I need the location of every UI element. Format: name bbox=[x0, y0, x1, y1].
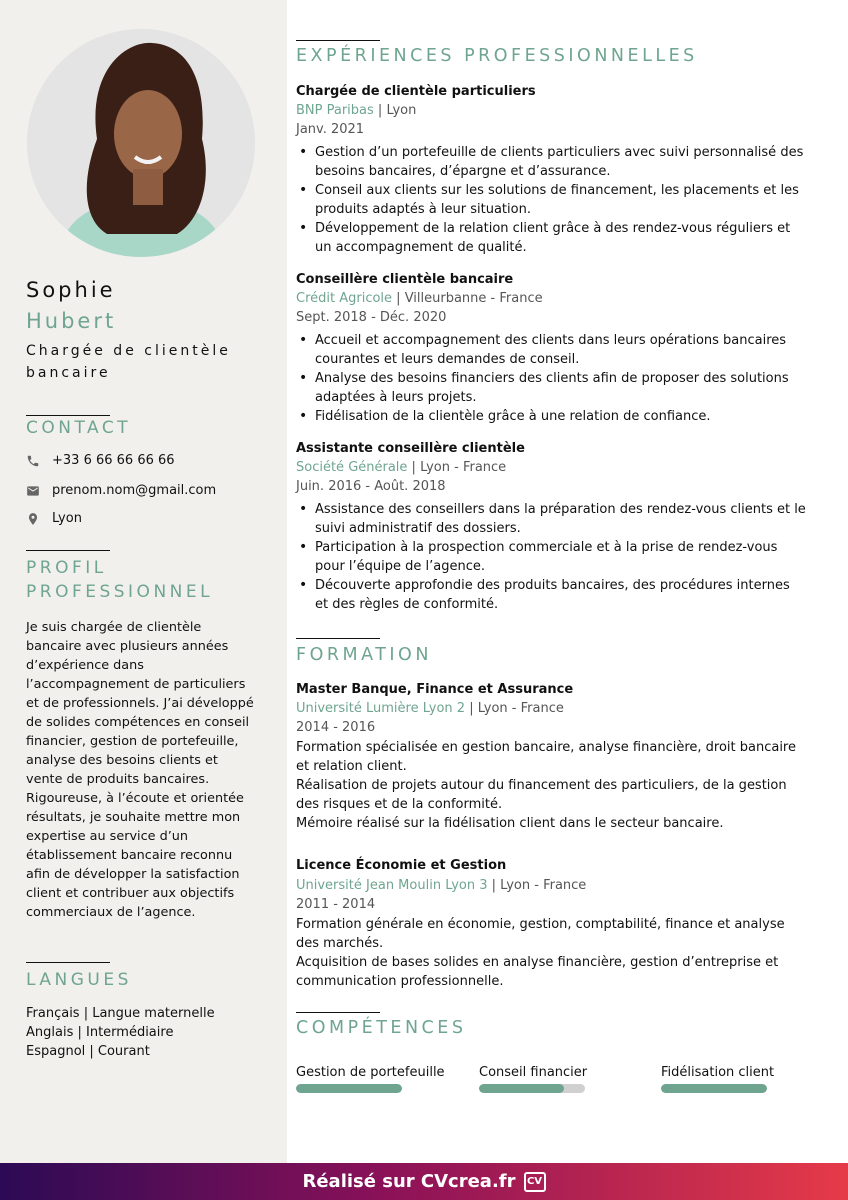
phone-icon bbox=[26, 454, 40, 468]
school-name: Université Lumière Lyon 2 bbox=[296, 701, 466, 716]
experience-org-line bbox=[296, 291, 543, 306]
skill-label: Fidélisation client bbox=[661, 1065, 775, 1080]
bullet-item: • Gestion d’un portefeuille de clients particuliers avec suivi personnalisé des besoins bancaires, d’épargne et d’assurance. bbox=[296, 143, 806, 181]
experience-title: Assistante conseillère clientèle bbox=[296, 441, 525, 456]
education-description bbox=[296, 915, 806, 991]
experience-title: Conseillère clientèle bancaire bbox=[296, 272, 514, 287]
skills-divider bbox=[296, 1012, 380, 1013]
skill-level-fill bbox=[661, 1084, 767, 1093]
education-line: Réalisation de projets autour du financement des particuliers, de la gestion des risques et de la conformité. bbox=[296, 778, 787, 812]
skill-level-fill bbox=[296, 1084, 402, 1093]
school-place: | Lyon - France bbox=[465, 701, 564, 716]
education-line: Formation spécialisée en gestion bancaire, analyse financière, droit bancaire et relation client. bbox=[296, 740, 796, 774]
footer-banner[interactable] bbox=[0, 1163, 848, 1200]
language-item: Français | Langue maternelle bbox=[26, 1006, 215, 1021]
experience-divider bbox=[296, 40, 380, 41]
education-description bbox=[296, 738, 806, 833]
bullet-item: • Conseil aux clients sur les solutions de financement, les placements et les produits adaptés à leur situation. bbox=[296, 181, 806, 219]
employer-name: Société Générale bbox=[296, 460, 408, 475]
education-dates: 2014 - 2016 bbox=[296, 720, 376, 735]
school-place: | Lyon - France bbox=[487, 878, 587, 893]
education-dates: 2011 - 2014 bbox=[296, 897, 376, 912]
skill-label: Conseil financier bbox=[479, 1065, 588, 1080]
location-icon bbox=[26, 512, 40, 526]
skill-level-bar bbox=[661, 1084, 767, 1093]
language-item: Anglais | Intermédiaire bbox=[26, 1025, 174, 1040]
language-item: Espagnol | Courant bbox=[26, 1044, 150, 1059]
education-org-line bbox=[296, 701, 564, 716]
footer-text[interactable]: Réalisé sur CVcrea.fr bbox=[302, 1171, 516, 1192]
experience-dates: Janv. 2021 bbox=[296, 122, 365, 137]
employer-name: BNP Paribas bbox=[296, 103, 374, 118]
email-text: prenom.nom@gmail.com bbox=[52, 483, 217, 498]
experience-bullets bbox=[296, 331, 806, 426]
sidebar bbox=[0, 0, 287, 1163]
experience-bullets bbox=[296, 143, 806, 257]
education-title: Licence Économie et Gestion bbox=[296, 858, 507, 873]
contact-location bbox=[26, 511, 82, 526]
skill-item bbox=[296, 1065, 445, 1093]
contact-phone[interactable] bbox=[26, 453, 175, 468]
education-title: Master Banque, Finance et Assurance bbox=[296, 682, 574, 697]
languages-divider bbox=[26, 962, 110, 963]
education-org-line bbox=[296, 878, 586, 893]
experience-org-line bbox=[296, 460, 506, 475]
email-icon bbox=[26, 484, 40, 498]
skill-level-bar bbox=[479, 1084, 585, 1093]
bullet-item: • Fidélisation de la clientèle grâce à une relation de confiance. bbox=[296, 407, 806, 426]
skill-item bbox=[479, 1065, 587, 1093]
education-line: Acquisition de bases solides en analyse financière, gestion d’entreprise et communication professionnelle. bbox=[296, 955, 779, 989]
education-heading: FORMATION bbox=[296, 645, 432, 665]
experience-org-line bbox=[296, 103, 416, 118]
skill-label: Gestion de portefeuille bbox=[296, 1065, 445, 1080]
education-line: Formation générale en économie, gestion, comptabilité, finance et analyse des marchés. bbox=[296, 917, 785, 951]
contact-heading: CONTACT bbox=[26, 418, 132, 438]
profile-heading: PROFIL PROFESSIONNEL bbox=[26, 558, 214, 602]
phone-text: +33 6 66 66 66 66 bbox=[52, 453, 175, 468]
skill-level-fill bbox=[479, 1084, 564, 1093]
skill-level-bar bbox=[296, 1084, 402, 1093]
skill-item bbox=[661, 1065, 774, 1093]
education-line: Mémoire réalisé sur la fidélisation client dans le secteur bancaire. bbox=[296, 816, 724, 831]
contact-email[interactable] bbox=[26, 483, 216, 498]
bullet-item: • Accueil et accompagnement des clients dans leurs opérations bancaires courantes et leurs demandes de conseil. bbox=[296, 331, 806, 369]
experience-title: Chargée de clientèle particuliers bbox=[296, 84, 536, 99]
employer-name: Crédit Agricole bbox=[296, 291, 393, 306]
experience-dates: Sept. 2018 - Déc. 2020 bbox=[296, 310, 447, 325]
bullet-item: • Découverte approfondie des produits bancaires, des procédures internes et des règles de conformité. bbox=[296, 576, 806, 614]
bullet-item: • Assistance des conseillers dans la préparation des rendez-vous clients et le suivi administratif des dossiers. bbox=[296, 500, 806, 538]
job-title: Chargée de clientèle bancaire bbox=[26, 343, 231, 381]
employer-place: | Villeurbanne - France bbox=[392, 291, 543, 306]
bullet-item: • Analyse des besoins financiers des clients afin de proposer des solutions adaptées à leurs projets. bbox=[296, 369, 806, 407]
location-text: Lyon bbox=[52, 511, 82, 526]
education-divider bbox=[296, 638, 380, 639]
profile-photo bbox=[27, 29, 255, 257]
experience-heading: EXPÉRIENCES PROFESSIONNELLES bbox=[296, 46, 698, 66]
skills-heading: COMPÉTENCES bbox=[296, 1018, 467, 1038]
cvcrea-logo-icon: CV bbox=[524, 1172, 546, 1192]
portrait-image bbox=[27, 29, 255, 257]
bullet-item: • Participation à la prospection commerciale et à la prise de rendez-vous pour l’équipe de l’agence. bbox=[296, 538, 806, 576]
profile-text: Je suis chargée de clientèle bancaire avec plusieurs années d’expérience dans l’accompagnement de particuliers et de professionnels. J’ai développé de solides compétences en conseil financier, gestion de portefeuille, analyse des besoins clients et vente de produits bancaires. Rigoureuse, à l’écoute et orientée résultats, je souhaite mettre mon expertise au service d’un établissement bancaire reconnu afin de développer la satisfaction client et contribuer aux objectifs commerciaux de l’agence. bbox=[26, 620, 254, 920]
school-name: Université Jean Moulin Lyon 3 bbox=[296, 878, 488, 893]
languages-heading: LANGUES bbox=[26, 970, 132, 990]
employer-place: | Lyon - France bbox=[407, 460, 507, 475]
bullet-item: • Développement de la relation client grâce à des rendez-vous réguliers et un accompagnement de qualité. bbox=[296, 219, 806, 257]
last-name: Hubert bbox=[26, 309, 117, 333]
experience-dates: Juin. 2016 - Août. 2018 bbox=[296, 479, 446, 494]
profile-divider bbox=[26, 550, 110, 551]
employer-place: | Lyon bbox=[373, 103, 417, 118]
experience-bullets bbox=[296, 500, 806, 614]
first-name: Sophie bbox=[26, 278, 116, 302]
